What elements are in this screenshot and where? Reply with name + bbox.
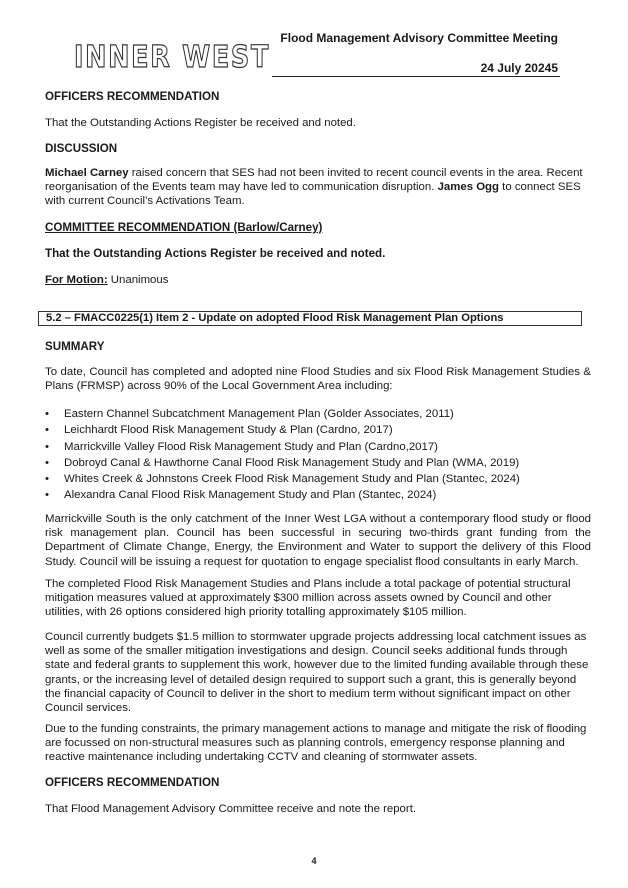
list-item: • Whites Creek & Johnstons Creek Flood Risk Management Study and Plan (Stantec, 2024) bbox=[45, 473, 520, 486]
logo-text: INNER WEST bbox=[74, 40, 270, 75]
summary-heading: SUMMARY bbox=[45, 340, 105, 353]
plans-list bbox=[45, 407, 591, 505]
paragraph-marrickville-south: Marrickville South is the only catchment of the Inner West LGA without a contemporary flood study or flood risk management plan. Council has been successful in securing two-thirds grant funding from the Department of Climate Change, Energy, the Environment and Water to support the delivery of this Flood Study. Council will be issuing a request for quotation to engage specialist flood consultants in early March. bbox=[45, 513, 591, 568]
page-number: 4 bbox=[311, 856, 317, 866]
bullet-icon: • bbox=[45, 473, 49, 486]
committee-recommendation-heading: COMMITTEE RECOMMENDATION (Barlow/Carney) bbox=[45, 221, 323, 234]
discussion-person-ogg: James Ogg bbox=[437, 181, 499, 194]
bullet-icon: • bbox=[45, 424, 49, 437]
list-item: • Leichhardt Flood Risk Management Study & Plan (Cardno, 2017) bbox=[45, 424, 393, 437]
header-divider bbox=[272, 76, 560, 77]
bullet-icon: • bbox=[45, 440, 49, 453]
plans-list-wrapper bbox=[45, 407, 591, 505]
bullet-icon: • bbox=[45, 408, 49, 420]
agenda-item-title: 5.2 – FMACC0225(1) Item 2 - Update on adopted Flood Risk Management Plan Options bbox=[46, 312, 504, 324]
discussion-paragraph bbox=[45, 166, 595, 209]
discussion-text-1: raised concern that SES had not been invited to recent council events in the area. Recent reorganisation of the Events team may have led to communication disruption. bbox=[45, 167, 583, 194]
paragraph-council-budget: Council currently budgets $1.5 million to stormwater upgrade projects addressing local catchment issues as well as some of the smaller mitigation investigations and design. Council seeks additional funds through state and federal grants to supplement this work, however due to the limited funding available through these grants, or the increasing level of detailed design required to support such a grant, this is generally beyond the financial capacity of Council to deliver in the short to medium term without significant impact on other Council services. bbox=[45, 631, 589, 715]
meeting-date: 24 July 20245 bbox=[480, 61, 558, 75]
officers-recommendation-heading: OFFICERS RECOMMENDATION bbox=[45, 90, 220, 103]
list-item: • Dobroyd Canal & Hawthorne Canal Flood Risk Management Study and Plan (WMA, 2019) bbox=[45, 456, 520, 469]
bullet-icon: • bbox=[45, 456, 49, 469]
discussion-text-2: to connect SES with current Council’s Activations Team. bbox=[45, 181, 581, 208]
bullet-icon: • bbox=[45, 489, 49, 502]
officers-recommendation-text: That the Outstanding Actions Register be received and noted. bbox=[45, 117, 356, 129]
paragraph-funding-constraints: Due to the funding constraints, the primary management actions to manage and mitigate the risk of flooding are focussed on non-structural measures such as planning controls, emergency response planning and reactive maintenance including undertaking CCTV and cleaning of stormwater assets. bbox=[45, 723, 587, 764]
meeting-title: Flood Management Advisory Committee Meeting bbox=[280, 31, 558, 45]
motion-label: For Motion: bbox=[45, 274, 108, 286]
agenda-item-box bbox=[38, 311, 582, 326]
list-item: • Alexandra Canal Flood Risk Management Study and Plan (Stantec, 2024) bbox=[45, 489, 437, 502]
committee-recommendation-text: That the Outstanding Actions Register be received and noted. bbox=[45, 247, 386, 260]
inner-west-logo bbox=[72, 40, 272, 75]
list-item: • Marrickville Valley Flood Risk Management Study and Plan (Cardno,2017) bbox=[45, 440, 438, 453]
summary-intro: To date, Council has completed and adopted nine Flood Studies and six Flood Risk Management Studies & Plans (FRMSP) across 90% of the Local Government Area including: bbox=[45, 366, 591, 393]
motion-line bbox=[45, 273, 591, 287]
officers-recommendation-heading-2: OFFICERS RECOMMENDATION bbox=[45, 776, 220, 789]
list-item: • Eastern Channel Subcatchment Management Plan (Golder Associates, 2011) bbox=[45, 408, 454, 420]
discussion-heading: DISCUSSION bbox=[45, 142, 118, 155]
officers-recommendation-text-2: That Flood Management Advisory Committee receive and note the report. bbox=[45, 803, 417, 815]
discussion-person-carney: Michael Carney bbox=[45, 167, 129, 179]
paragraph-mitigation-package: The completed Flood Risk Management Studies and Plans include a total package of potential structural mitigation measures valued at approximately $300 million across assets owned by Council and other utilities, with 26 options considered high priority totalling approximately $105 million. bbox=[45, 578, 571, 619]
motion-value: Unanimous bbox=[107, 274, 169, 286]
